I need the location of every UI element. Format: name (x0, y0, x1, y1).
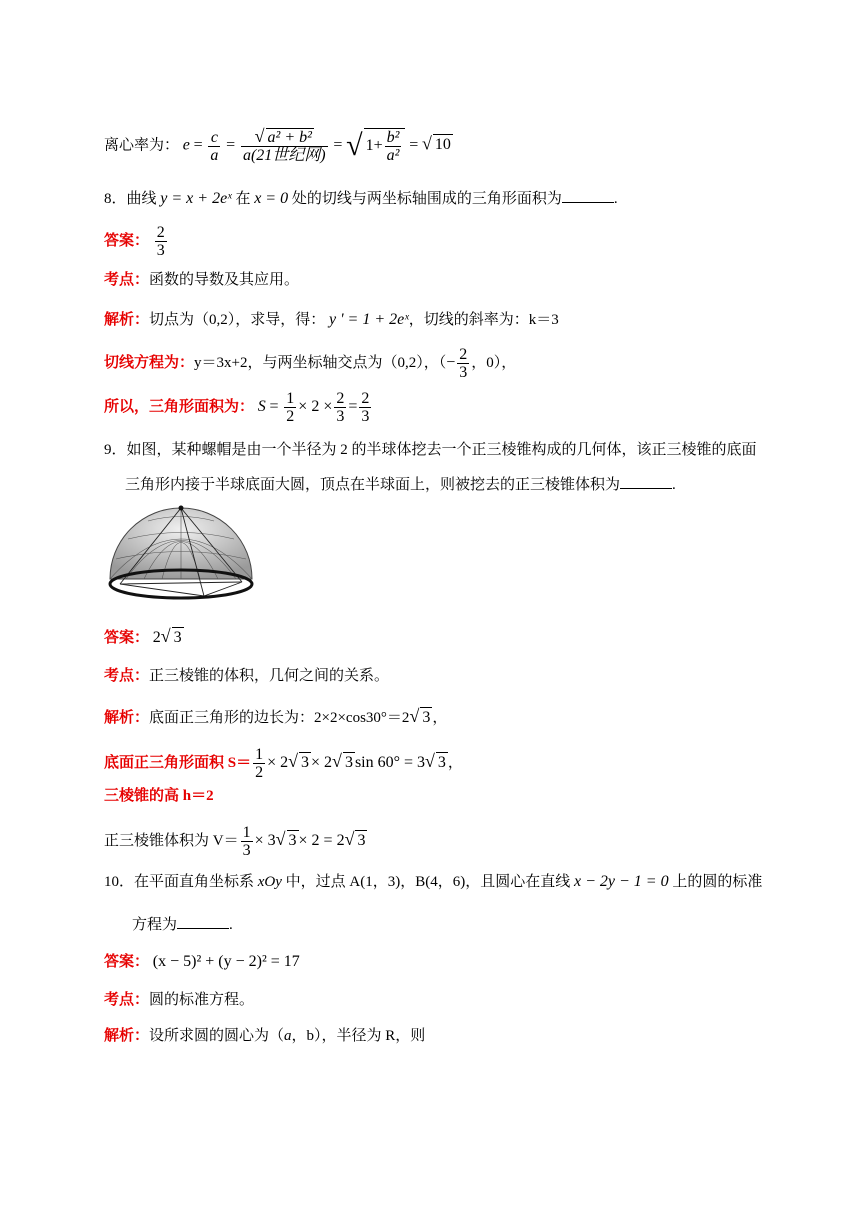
ecc-eq2: = (226, 136, 236, 154)
v9-n: 1 (242, 824, 251, 841)
q10-text-b: 中，过点 A(1，3)，B(4，6)，且圆心在直线 (285, 874, 571, 890)
a8-num: 2 (156, 224, 165, 241)
q10-line: x − 2y − 1 = 0 (574, 873, 669, 890)
t8-text-a: y＝3x+2，与两坐标轴交点为（0,2），（ (194, 354, 447, 371)
eccentricity-line: 离心率为： e = $\frac{c}{a}$ = $\frac{\text{√ a² + b²}}{\text{a(21世纪网)}}$ = √ 1+ $\frac{\text{b²}}{\text{a²}}$ = √ 10 (104, 126, 451, 164)
a9-coef: 2 (152, 629, 161, 646)
ecc-result: 10 (434, 136, 451, 154)
q9-line2 (125, 474, 676, 495)
ecc-frac-sqrt (241, 128, 328, 164)
a8-line (104, 224, 169, 259)
ecc-a: a (210, 146, 219, 164)
a10-line (104, 952, 300, 972)
k10-text: 圆的标准方程。 (149, 992, 255, 1008)
k8-line (104, 270, 299, 290)
s8-eq1: = (269, 397, 279, 415)
v9-text: 正三棱锥体积为 V＝ (104, 832, 239, 849)
q8-text-b: 在 (235, 191, 251, 207)
a9-line: 答案： 2√ 3 (104, 626, 182, 646)
h9-text: 三棱锥的高 h＝2 (104, 788, 214, 804)
s9-r1: 3 (301, 753, 310, 771)
v9-r1: 3 (288, 831, 297, 849)
q8-blank (562, 188, 614, 203)
q10-blank (177, 914, 229, 929)
v9-m2: × 2 = 2 (298, 831, 345, 849)
ecc-den2: a(21世纪网) (242, 147, 326, 164)
s8-f2n: 2 (336, 390, 345, 407)
q10-line2 (132, 914, 233, 935)
j10-text-b: ，b），半径为 R，则 (291, 1028, 426, 1044)
s9-n: 1 (255, 746, 264, 763)
s8-label: 所以，三角形面积为： (104, 398, 255, 415)
q9-end: . (672, 477, 676, 493)
q10-end: . (229, 917, 233, 933)
j8-text-b: ，切线的斜率为：k＝3 (408, 312, 559, 328)
j8-text-a: 切点为（0,2），求导，得： (149, 312, 326, 328)
s9-d: 2 (255, 764, 264, 781)
a9-label: 答案： (104, 630, 150, 646)
ecc-e: e (182, 136, 190, 154)
v9-m1: × 3 (254, 831, 276, 849)
v9-line: 正三棱锥体积为 V＝ $\frac{1}{3}$ × 3√ 3 × 2 = 2√ 3 (104, 824, 366, 859)
s8-f1n: 1 (286, 390, 295, 407)
t8-num: 2 (459, 346, 468, 363)
ecc-eq4: = (409, 136, 419, 154)
j10-a: a (284, 1028, 292, 1044)
a8-label: 答案： (104, 232, 150, 249)
q8-point: x = 0 (254, 190, 289, 207)
j9-rad: 3 (422, 709, 431, 726)
s8-f3n: 2 (361, 390, 370, 407)
s8-f2d: 3 (336, 408, 345, 425)
s8-line (104, 390, 373, 425)
s8-f3 (359, 390, 371, 425)
ecc-frac-c-a (208, 129, 220, 164)
q9-line2-text: 三角形内接于半球底面大圆，顶点在半球面上，则被挖去的正三棱锥体积为 (125, 477, 621, 493)
q10-text-a: 10．在平面直角坐标系 (104, 874, 255, 890)
a9-rad: 3 (173, 629, 182, 646)
ecc-a2: a² (386, 147, 400, 164)
s9-body: × 2 (267, 753, 289, 771)
j9-end: ， (432, 710, 448, 726)
t8-frac (457, 346, 469, 381)
a10-formula: (x − 5)² + (y − 2)² = 17 (152, 953, 300, 970)
k9-line (104, 666, 389, 686)
s8-f3d: 3 (361, 408, 370, 425)
v9-d: 3 (242, 842, 251, 859)
k10-label: 考点： (104, 992, 150, 1008)
s9-mid: × 2 (311, 753, 333, 771)
j8-line (104, 310, 559, 330)
k8-label: 考点： (104, 272, 150, 288)
hemisphere-figure (106, 504, 256, 604)
t8-label: 切线方程为： (104, 354, 195, 371)
q10-line2-text: 方程为 (132, 917, 178, 933)
s8-f2 (334, 390, 346, 425)
ecc-eq1: = (193, 136, 203, 154)
k8-text: 函数的导数及其应用。 (149, 272, 300, 288)
ecc-a2b2: a² + b² (267, 129, 312, 146)
s8-S: S (257, 397, 266, 415)
q9-line1 (104, 440, 757, 460)
q10-text-c: 上的圆的标准 (672, 874, 763, 890)
q8-text-c: 处的切线与两坐标轴围成的三角形面积为 (291, 191, 562, 207)
t8-den: 3 (459, 364, 468, 381)
ecc-b2: b² (386, 129, 400, 146)
j8-deriv: y ' = 1 + 2eˣ (329, 311, 409, 328)
q9-blank (620, 474, 672, 489)
ecc-one-plus: 1+ (365, 137, 383, 155)
j10-label: 解析： (104, 1028, 150, 1044)
a10-label: 答案： (104, 954, 150, 970)
j8-label: 解析： (104, 312, 150, 328)
k9-label: 考点： (104, 668, 150, 684)
q10-line1 (104, 872, 762, 892)
q8-line (104, 188, 618, 209)
s9-end: ， (447, 754, 463, 771)
t8-text-b: ，0）， (471, 354, 517, 371)
j9-label: 解析： (104, 710, 150, 726)
h9-line (104, 786, 214, 806)
s9-r3: 3 (437, 753, 446, 771)
q8-text-a: 8．曲线 (104, 191, 157, 207)
s9-r2: 3 (344, 753, 353, 771)
a8-fraction (155, 224, 167, 259)
v9-r2: 3 (357, 831, 366, 849)
s9-label: 底面正三角形面积 S＝ (104, 754, 252, 771)
s8-f1d: 2 (286, 408, 295, 425)
j10-text-a: 设所求圆的圆心为（ (149, 1028, 285, 1044)
s8-f1 (284, 390, 296, 425)
t8-neg: − (446, 353, 456, 371)
t8-line (104, 346, 516, 381)
v9-frac (241, 824, 253, 859)
s9-frac (253, 746, 265, 781)
q9-line1-text: 9．如图，某种螺帽是由一个半径为 2 的半球体挖去一个正三棱锥构成的几何体，该正三棱锥的底面 (104, 442, 757, 458)
s9-sin: sin 60° = 3 (354, 753, 426, 771)
j9-text: 底面正三角形的边长为：2×2×cos30°＝2 (149, 710, 410, 726)
a8-den: 3 (156, 242, 165, 259)
s8-eq2: = (348, 397, 358, 415)
ecc-sqrt2 (364, 128, 406, 164)
s8-times2: × 2 × (298, 397, 333, 415)
ecc-c: c (208, 129, 220, 147)
q8-end: . (613, 191, 618, 207)
k9-text: 正三棱锥的体积，几何之间的关系。 (149, 668, 390, 684)
ecc-eq3: = (333, 136, 343, 154)
q8-formula: y = x + 2eˣ (160, 190, 232, 207)
eccentricity-label: 离心率为： (104, 137, 180, 154)
s9-line: 底面正三角形面积 S＝ $\frac{1}{2}$ × 2√ 3 × 2√ 3 sin 60° = 3√ 3 ， (104, 746, 463, 781)
j9-line: 解析：底面正三角形的边长为：2×2×cos30°＝2√ 3 ， (104, 706, 448, 726)
ecc-frac-b2a2 (385, 129, 402, 164)
q10-xoy: xOy (257, 874, 282, 890)
ecc-sqrt-num: √ a² + b² (241, 128, 328, 147)
k10-line (104, 990, 254, 1010)
j10-line (104, 1026, 425, 1046)
